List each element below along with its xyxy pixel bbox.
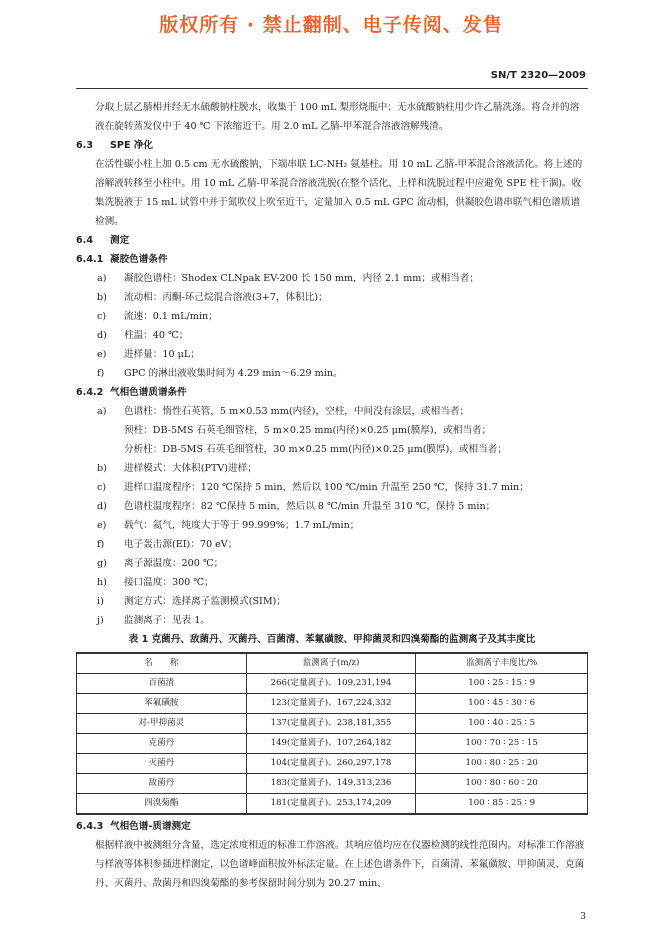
table-caption: 表 1 克菌丹、敌菌丹、灭菌丹、百菌清、苯氟磺胺、甲抑菌灵和四溴菊酯的监测离子及其丰度比 [128,634,536,645]
header-rule [76,88,588,89]
item-label: f) [97,368,105,379]
section-number: 6.4.1 [76,254,104,265]
list-item [76,554,588,573]
section-6-4-2-heading [76,383,588,402]
section-6-4-heading [76,231,588,250]
list-item [76,611,588,630]
list-item-continuation: 分析柱：DB-5MS 石英毛细管柱，30 m×0.25 mm(内径)×0.25 μm(膜厚)，或相当者； [124,444,507,455]
item-text: 色谱柱温度程序：82 ℃保持 5 min，然后以 8 ℃/min 升温至 310 ℃，保持 5 min； [124,501,496,512]
item-text: 凝胶色谱柱：Shodex CLNpak EV-200 长 150 mm，内径 2.1 mm；或相当者； [124,273,479,284]
item-text: 测定方式：选择离子监测模式(SIM)； [124,596,286,607]
item-label: e) [97,520,107,531]
list-item [76,516,588,535]
item-label: a) [97,406,107,417]
table-cell: 183(定量离子)、149,313,236 [246,774,416,794]
list-item [76,326,588,345]
table-cell: 四溴菊酯 [77,794,247,815]
item-text: 接口温度：300 ℃； [124,577,214,588]
item-text: 进样量：10 μL； [124,349,200,360]
list-item [76,288,588,307]
table-cell: 克菌丹 [77,734,247,754]
table-cell: 100 ∶ 25 ∶ 15 ∶ 9 [416,674,588,694]
table-row [77,734,588,754]
page-number: 3 [580,912,586,922]
table-cell: 敌菌丹 [77,774,247,794]
table-cell: 100 ∶ 80 ∶ 60 ∶ 20 [416,774,588,794]
standard-number: SN/T 2320—2009 [490,70,586,81]
table-cell: 123(定量离子)、167,224,332 [246,694,416,714]
section-title: SPE 净化 [110,140,154,151]
table-row [77,674,588,694]
section-6-3-paragraph: 在活性碳小柱上加 0.5 cm 无水硫酸钠，下端串联 LC-NH₂ 氨基柱。用 10 mL 乙腈-甲苯混合溶液活化。将上述的溶解液转移至小柱中。用 10 mL 乙腈-甲苯混合溶液洗脱(在整个活化、上样和洗脱过程中应避免 SPE 柱干涸)。收集洗脱液于 15 mL 试管中并于氮吹仪上吹至近干，定量加入 0.5 mL GPC 流动相，供凝胶色谱串联气相色谱质谱检测。 [95,159,583,227]
list-item [76,402,588,421]
table-cell: 100 ∶ 80 ∶ 25 ∶ 20 [416,754,588,774]
item-label: g) [97,558,107,569]
list-item-continuation: 预柱：DB-5MS 石英毛细管柱，5 m×0.25 mm(内径)×0.25 μm(膜厚)，或相当者； [124,425,492,436]
table-cell: 266(定量离子)、109,231,194 [246,674,416,694]
item-label: e) [97,349,107,360]
table-cell: 100 ∶ 85 ∶ 25 ∶ 9 [416,794,588,815]
list-item [76,535,588,554]
item-label: c) [97,482,107,493]
item-label: i) [97,596,104,607]
item-text: GPC 的淋出液收集时间为 4.29 min～6.29 min。 [124,368,343,379]
table-cell: 百菌清 [77,674,247,694]
item-text: 柱温：40 ℃； [124,330,189,341]
table-cell: 灭菌丹 [77,754,247,774]
table-cell: 149(定量离子)、107,264,182 [246,734,416,754]
column-header: 名 称 [77,653,247,674]
page-content [76,98,588,893]
item-text: 离子源温度：200 ℃； [124,558,224,569]
section-title: 气相色谱-质谱测定 [110,821,191,832]
item-label: d) [97,330,107,341]
item-text: 色谱柱：惰性石英管，5 m×0.53 mm(内径)，空柱，中间没有涂层，或相当者； [124,406,470,417]
item-text: 监测离子：见表 1。 [124,615,210,626]
table-row [77,774,588,794]
table-row [77,754,588,774]
item-text: 载气：氦气，纯度大于等于 99.999%；1.7 mL/min； [124,520,360,531]
item-label: a) [97,273,107,284]
section-6-4-3-heading [76,817,588,836]
section-6-4-1-heading [76,250,588,269]
section-number: 6.3 [76,140,93,151]
intro-paragraph: 分取上层乙腈相并经无水硫酸钠柱脱水，收集于 100 mL 梨形烧瓶中；无水硫酸钠柱用少许乙腈洗涤。将合并的溶液在旋转蒸发仪中于 40 ℃ 下浓缩近干。用 2.0 mL 乙腈-甲苯混合溶液溶解残渣。 [95,102,580,132]
list-item [76,592,588,611]
item-text: 流速：0.1 mL/min； [124,311,218,322]
list-item [76,573,588,592]
item-label: c) [97,311,107,322]
section-title: 测定 [110,235,130,246]
item-text: 电子轰击源(EI)：70 eV； [124,539,238,550]
watermark: 版权所有 · 禁止翻制、电子传阅、发售 [159,14,503,36]
table-row [77,794,588,815]
item-text: 流动相：丙酮-环己烷混合溶液(3+7，体积比)； [124,292,328,303]
table-cell: 对-甲抑菌灵 [77,714,247,734]
list-item [76,364,588,383]
item-label: d) [97,501,107,512]
item-label: j) [97,615,104,626]
item-text: 进样口温度程序：120 ℃保持 5 min，然后以 100 ℃/min 升温至 250 ℃，保持 31.7 min； [124,482,529,493]
section-title: 凝胶色谱条件 [110,254,168,265]
list-item [76,307,588,326]
gcms-conditions-list [76,402,588,630]
list-item [76,345,588,364]
monitoring-ions-table [76,652,588,815]
table-cell: 100 ∶ 40 ∶ 25 ∶ 5 [416,714,588,734]
section-6-4-3-paragraph: 根据样液中被测组分含量，选定浓度相近的标准工作溶液。其响应值均应在仪器检测的线性范围内。对标准工作溶液与样液等体积参插进样测定，以色谱峰面积按外标法定量。在上述色谱条件下，百菌清、苯氟磺胺、甲抑菌灵、克菌丹、灭菌丹、敌菌丹和四溴菊酯的参考保留时间分别为 20.27 min、 [95,840,585,889]
section-number: 6.4.2 [76,387,104,398]
table-cell: 100 ∶ 70 ∶ 25 ∶ 15 [416,734,588,754]
list-item [76,497,588,516]
table-cell: 100 ∶ 45 ∶ 30 ∶ 6 [416,694,588,714]
list-item [76,459,588,478]
item-label: f) [97,539,105,550]
column-header: 监测离子(m/z) [246,653,416,674]
item-label: h) [97,577,107,588]
section-title: 气相色谱质谱条件 [110,387,187,398]
column-header: 监测离子丰度比/% [416,653,588,674]
table-header-row [77,653,588,674]
gpc-conditions-list [76,269,588,383]
table-row [77,714,588,734]
item-label: b) [97,463,107,474]
section-number: 6.4.3 [76,821,104,832]
item-text: 进样模式：大体积(PTV)进样； [124,463,257,474]
table-row [77,694,588,714]
table-cell: 137(定量离子)、238,181,355 [246,714,416,734]
table-cell: 苯氟磺胺 [77,694,247,714]
table-cell: 104(定量离子)、260,297,178 [246,754,416,774]
item-label: b) [97,292,107,303]
list-item [76,269,588,288]
section-number: 6.4 [76,235,93,246]
list-item [76,478,588,497]
table-cell: 181(定量离子)、253,174,209 [246,794,416,815]
section-6-3-heading [76,136,588,155]
